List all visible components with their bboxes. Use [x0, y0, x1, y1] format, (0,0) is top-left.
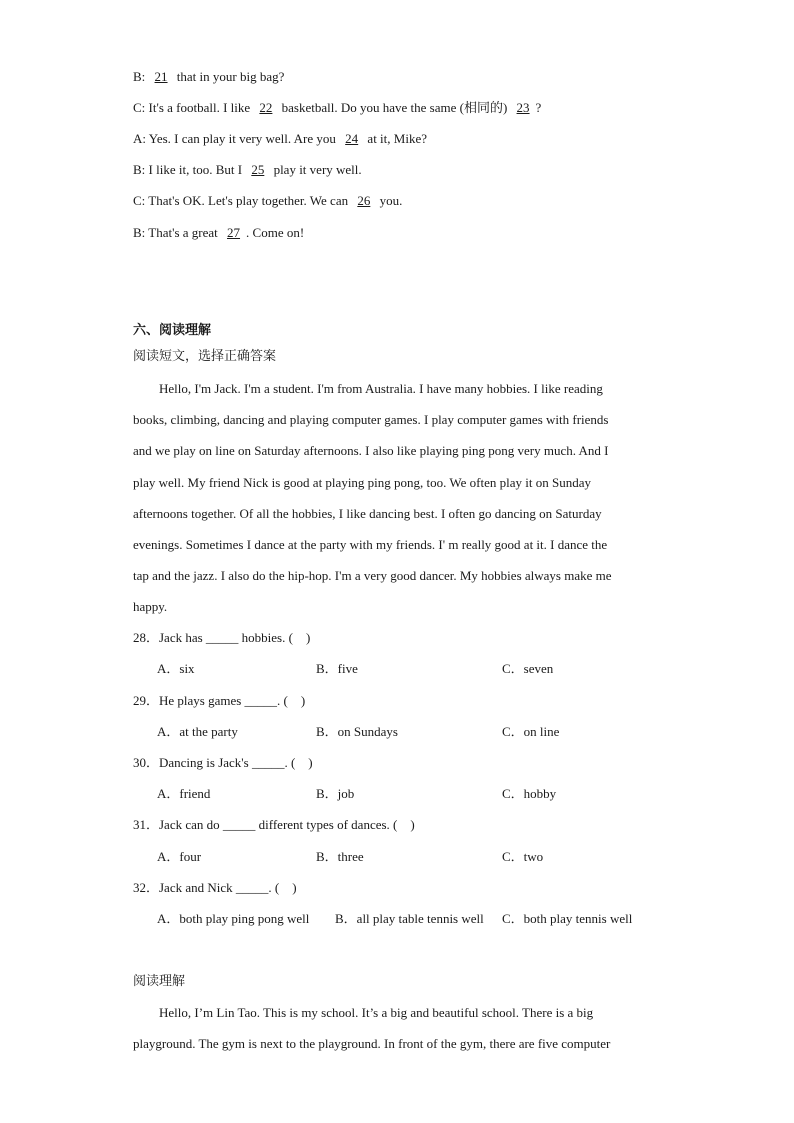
reading-passage-2 [133, 997, 661, 1059]
dialogue-text: basketball. Do you have the same (相同的) [278, 100, 511, 115]
option-a[interactable]: A．friend [157, 786, 211, 801]
passage-line: and we play on line on Saturday afternoons. I also like playing ping pong very much. And I [133, 443, 609, 459]
reading-passage [133, 373, 661, 623]
question-29: 29．He plays games _____. ( ) [133, 693, 306, 708]
dialogue-text: A: Yes. I can play it very well. Are you [133, 131, 340, 146]
option-c[interactable]: C．seven [502, 661, 554, 676]
passage-line: playground. The gym is next to the playground. In front of the gym, there are five computer [133, 1036, 611, 1052]
dialogue-text: C: It's a football. I like [133, 100, 254, 115]
question-32: 32．Jack and Nick _____. ( ) [133, 880, 297, 895]
dialogue-text: B: I like it, too. But I [133, 162, 246, 177]
dialogue-line-25 [133, 162, 362, 178]
option-c[interactable]: C．on line [502, 724, 560, 739]
passage-line: evenings. Sometimes I dance at the party with my friends. I' m really good at it. I dance the [133, 537, 608, 553]
option-b[interactable]: B．on Sundays [316, 724, 398, 739]
option-c[interactable]: C．hobby [502, 786, 557, 801]
blank-23: 23 [516, 100, 530, 115]
option-b[interactable]: B．job [316, 786, 355, 801]
passage-line: afternoons together. Of all the hobbies, I like dancing best. I often go dancing on Saturday [133, 505, 602, 521]
passage-line: Hello, I'm Jack. I'm a student. I'm from Australia. I have many hobbies. I like reading [159, 381, 603, 396]
option-c[interactable]: C．two [502, 849, 544, 864]
blank-25: 25 [251, 162, 265, 177]
option-b[interactable]: B．five [316, 661, 358, 676]
dialogue-text: B: [133, 69, 149, 84]
question-30: 30．Dancing is Jack's _____. ( ) [133, 755, 313, 770]
blank-22: 22 [259, 100, 273, 115]
blank-24: 24 [345, 131, 359, 146]
passage-line: Hello, I’m Lin Tao. This is my school. It’s a big and beautiful school. There is a big [159, 1005, 594, 1020]
section-instruction: 阅读短文，选择正确答案 [133, 349, 277, 364]
dialogue-text: that in your big bag? [173, 69, 285, 84]
section-title: 六、阅读理解 [133, 323, 212, 338]
dialogue-text: ? [535, 100, 542, 115]
option-a[interactable]: A．six [157, 661, 195, 676]
question-28: 28．Jack has _____ hobbies. ( ) [133, 630, 311, 645]
passage-line: books, climbing, dancing and playing computer games. I play computer games with friends [133, 412, 609, 428]
section-title-reading: 阅读理解 [133, 974, 186, 989]
option-a[interactable]: A．four [157, 849, 202, 864]
option-b[interactable]: B．all play table tennis well [335, 911, 484, 926]
passage-line: happy. [133, 599, 168, 615]
dialogue-text: . Come on! [246, 225, 305, 240]
option-c[interactable]: C．both play tennis well [502, 911, 633, 926]
blank-27: 27 [227, 225, 241, 240]
dialogue-text: C: That's OK. Let's play together. We can [133, 193, 352, 208]
dialogue-line-26 [133, 193, 402, 209]
dialogue-text: B: That's a great [133, 225, 222, 240]
dialogue-line-24 [133, 131, 427, 147]
option-a[interactable]: A．both play ping pong well [157, 911, 310, 926]
dialogue-line-22 [133, 100, 541, 116]
dialogue-text: at it, Mike? [364, 131, 427, 146]
dialogue-line-21 [133, 69, 284, 85]
dialogue-line-27 [133, 225, 304, 241]
option-a[interactable]: A．at the party [157, 724, 238, 739]
question-31: 31．Jack can do _____ different types of dances. ( ) [133, 817, 415, 832]
passage-line: tap and the jazz. I also do the hip-hop. I'm a very good dancer. My hobbies always make me [133, 568, 612, 584]
passage-line: play well. My friend Nick is good at playing ping pong, too. We often play it on Sunday [133, 474, 591, 490]
blank-21: 21 [154, 69, 168, 84]
blank-26: 26 [357, 193, 371, 208]
dialogue-text: play it very well. [270, 162, 362, 177]
dialogue-text: you. [376, 193, 403, 208]
option-b[interactable]: B．three [316, 849, 364, 864]
